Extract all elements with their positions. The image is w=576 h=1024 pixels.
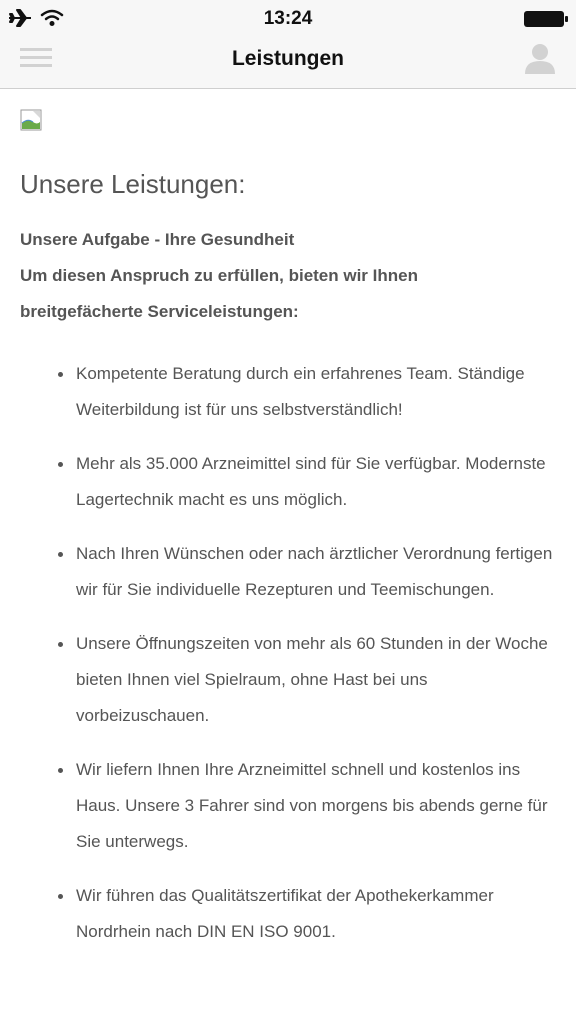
status-bar (0, 0, 576, 40)
navigation-bar (0, 40, 576, 89)
user-button[interactable] (522, 40, 558, 76)
service-text: Wir führen das Qualitätszertifikat der Apothekerkammer Nordrhein nach DIN EN ISO 9001. (76, 886, 494, 941)
content-heading: Unsere Leistungen: (20, 169, 246, 199)
intro-text (20, 222, 560, 330)
service-list (20, 356, 560, 950)
battery-indicator (524, 11, 564, 27)
bullet-icon (58, 372, 63, 377)
list-item (20, 356, 560, 428)
intro-line: Unsere Aufgabe - Ihre Gesundheit (20, 230, 295, 249)
list-item (20, 626, 560, 734)
battery-icon (524, 11, 564, 27)
list-item (20, 752, 560, 860)
intro-line: breitgefächerte Serviceleistungen: (20, 302, 299, 321)
bullet-icon (58, 768, 63, 773)
bullet-icon (58, 642, 63, 647)
service-text: Mehr als 35.000 Arzneimittel sind für Sie verfügbar. Modernste Lagertechnik macht es uns möglich. (76, 454, 546, 509)
service-text: Unsere Öffnungszeiten von mehr als 60 Stunden in der Woche bieten Ihnen viel Spielraum, ohne Hast bei uns vorbeizuschauen. (76, 634, 548, 725)
bullet-icon (58, 552, 63, 557)
service-text: Wir liefern Ihnen Ihre Arzneimittel schnell und kostenlos ins Haus. Unsere 3 Fahrer sind von morgens bis abends gerne für Sie unterwegs. (76, 760, 548, 851)
bullet-icon (58, 462, 63, 467)
list-item (20, 878, 560, 950)
main-content (20, 89, 560, 968)
status-time: 13:24 (263, 8, 313, 29)
list-item (20, 536, 560, 608)
list-item (20, 446, 560, 518)
bullet-icon (58, 894, 63, 899)
service-text: Nach Ihren Wünschen oder nach ärztlicher Verordnung fertigen wir für Sie individuelle Rezepturen und Teemischungen. (76, 544, 553, 599)
service-text: Kompetente Beratung durch ein erfahrenes Team. Ständige Weiterbildung ist für uns selbstverständlich! (76, 364, 525, 419)
page-title: Leistungen (231, 47, 344, 70)
user-icon (522, 40, 558, 76)
broken-image-icon (20, 109, 42, 131)
intro-line: Um diesen Anspruch zu erfüllen, bieten wir Ihnen (20, 266, 418, 285)
